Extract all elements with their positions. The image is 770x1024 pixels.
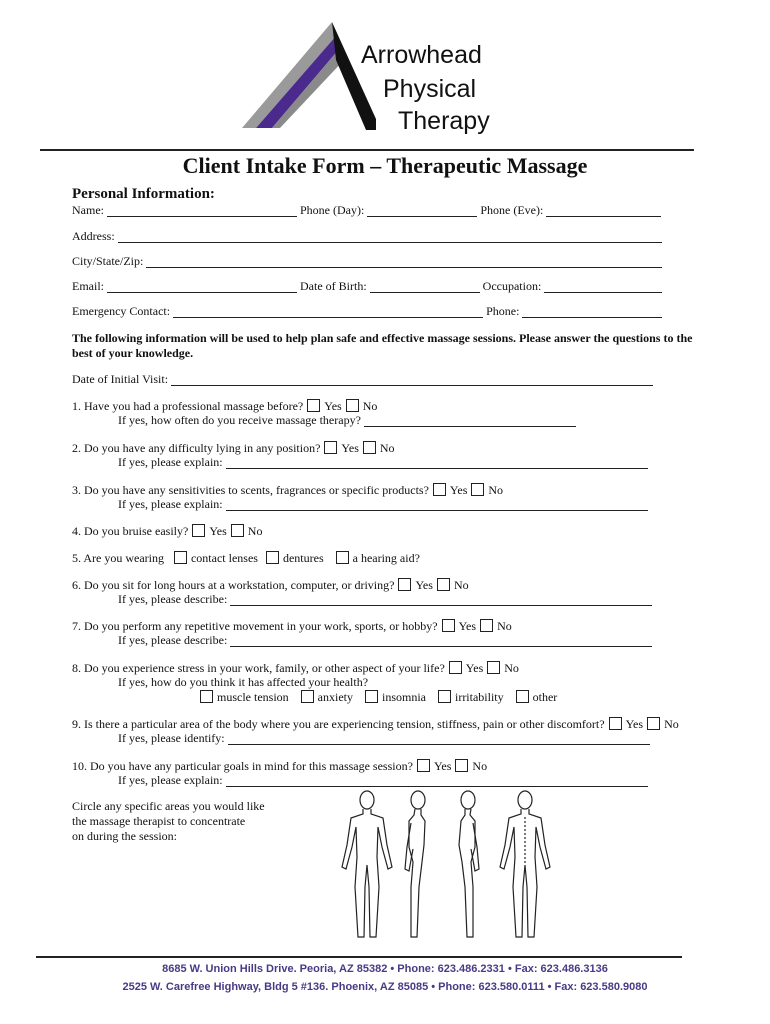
body-figure-front[interactable] [342,791,392,937]
q10-yes-checkbox[interactable] [417,759,430,772]
q5-dentures-checkbox[interactable] [266,551,279,564]
body-figure-back[interactable] [500,791,550,937]
q9-follow-field[interactable] [228,733,650,745]
q6-no-checkbox[interactable] [437,578,450,591]
no-label: No [362,399,378,413]
name-label: Name: [72,203,104,217]
q5-hearing-aid-checkbox[interactable] [336,551,349,564]
q3-no-checkbox[interactable] [471,483,484,496]
yes-label: Yes [458,619,477,633]
q6-yes-checkbox[interactable] [398,578,411,591]
q8-irritability-checkbox[interactable] [438,690,451,703]
no-label: No [247,524,263,538]
question-8 [72,661,519,676]
q3-follow-field[interactable] [226,499,648,511]
yes-label: Yes [465,661,484,675]
email-label: Email: [72,279,104,293]
yes-label: Yes [449,483,468,497]
question-10 [72,759,487,774]
q1-follow-row [118,413,579,428]
q6-text: 6. Do you sit for long hours at a workstation, computer, or driving? [72,578,395,592]
q5-contact-lenses-checkbox[interactable] [174,551,187,564]
q9-no-checkbox[interactable] [647,717,660,730]
occupation-field[interactable] [544,281,662,293]
q2-yes-checkbox[interactable] [324,441,337,454]
q8-options [196,690,557,705]
q4-text: 4. Do you bruise easily? [72,524,189,538]
q8-insomnia-checkbox[interactable] [365,690,378,703]
q9-yes-checkbox[interactable] [609,717,622,730]
phone-eve-field[interactable] [546,205,661,217]
q8-other-checkbox[interactable] [516,690,529,703]
q8-insomnia-label: insomnia [381,690,426,704]
q8-text: 8. Do you experience stress in your work, family, or other aspect of your life? [72,661,445,675]
question-1 [72,399,377,414]
body-figure-side-right[interactable] [405,791,425,937]
name-field[interactable] [107,205,297,217]
question-7 [72,619,512,634]
q1-follow-text: If yes, how often do you receive massage therapy? [118,413,361,427]
dob-field[interactable] [370,281,480,293]
dob-label: Date of Birth: [300,279,367,293]
q6-follow-field[interactable] [230,594,652,606]
q5-hearing-aid-label: a hearing aid? [352,551,420,565]
question-5 [72,551,420,566]
address-field[interactable] [118,231,662,243]
body-diagram[interactable] [325,787,565,945]
q3-text: 3. Do you have any sensitivities to scents, fragrances or specific products? [72,483,429,497]
notice-text: The following information will be used to help plan safe and effective massage sessions. Please answer the questions to the best of your knowledge. [72,331,693,360]
row-email [72,279,665,294]
address-label: Address: [72,229,115,243]
q8-anxiety-label: anxiety [317,690,353,704]
header-divider [40,149,694,151]
occupation-label: Occupation: [482,279,542,293]
q5-contact-lenses-label: contact lenses [190,551,258,565]
yes-label: Yes [324,399,342,413]
q6-follow-text: If yes, please describe: [118,592,228,606]
q8-muscle-tension-checkbox[interactable] [200,690,213,703]
q10-follow-row [118,773,651,788]
q1-no-checkbox[interactable] [346,399,359,412]
circle-instructions-line-3: on during the session: [72,829,177,843]
yes-label: Yes [625,717,644,731]
city-field[interactable] [146,256,662,268]
logo [236,20,506,135]
q3-follow-text: If yes, please explain: [118,497,223,511]
q2-follow-text: If yes, please explain: [118,455,223,469]
phone-day-label: Phone (Day): [300,203,365,217]
question-9 [72,717,679,732]
circle-instructions-line-2: the massage therapist to concentrate [72,814,246,828]
no-label: No [504,661,519,675]
no-label: No [497,619,512,633]
circle-instructions [72,799,265,844]
brand-line-1: Arrowhead [361,41,482,69]
q1-yes-checkbox[interactable] [307,399,320,412]
row-emergency [72,304,665,319]
q4-yes-checkbox[interactable] [192,524,205,537]
phone-eve-label: Phone (Eve): [480,203,544,217]
circle-instructions-line-1: Circle any specific areas you would like [72,799,265,813]
q8-other-label: other [532,690,558,704]
yes-label: Yes [209,524,227,538]
q2-text: 2. Do you have any difficulty lying in any position? [72,441,321,455]
arrowhead-logo-mark [236,20,376,132]
question-4 [72,524,262,539]
footer-divider [36,956,682,958]
yes-label: Yes [341,441,359,455]
q8-irritability-label: irritability [454,690,504,704]
no-label: No [453,578,469,592]
question-6 [72,578,469,593]
q1-text: 1. Have you had a professional massage before? [72,399,304,413]
question-2 [72,441,395,456]
q5-dentures-label: dentures [282,551,324,565]
question-3 [72,483,503,498]
no-label: No [472,759,488,773]
q1-follow-field[interactable] [364,415,576,427]
q7-follow-field[interactable] [230,635,652,647]
q6-follow-row [118,592,655,607]
q8-muscle-tension-label: muscle tension [217,690,289,704]
q7-follow-row [118,633,655,648]
q7-follow-text: If yes, please describe: [118,633,228,647]
row-name [72,203,664,218]
row-initial-visit [72,372,656,387]
brand-line-2: Physical [383,75,477,103]
q3-yes-checkbox[interactable] [433,483,446,496]
q10-follow-field[interactable] [226,775,648,787]
q8-no-checkbox[interactable] [487,661,500,674]
personal-heading: Personal Information: [72,186,215,202]
q9-follow-row [118,731,653,746]
q4-no-checkbox[interactable] [231,524,244,537]
city-label: City/State/Zip: [72,254,144,268]
q2-follow-field[interactable] [226,457,648,469]
email-field[interactable] [107,281,297,293]
no-label: No [379,441,395,455]
q7-text: 7. Do you perform any repetitive movement in your work, sports, or hobby? [72,619,438,633]
q2-no-checkbox[interactable] [363,441,376,454]
body-figure-side-left[interactable] [459,791,479,937]
q7-yes-checkbox[interactable] [442,619,455,632]
row-city [72,254,665,269]
no-label: No [664,717,679,731]
initial-visit-label: Date of Initial Visit: [72,372,169,386]
form-title: Client Intake Form – Therapeutic Massage [182,153,588,178]
q8-anxiety-checkbox[interactable] [301,690,314,703]
footer-line-1: 8685 W. Union Hills Drive. Peoria, AZ 85382 • Phone: 623.486.2331 • Fax: 623.486.3136 [162,963,608,975]
emergency-field[interactable] [173,306,483,318]
q9-follow-text: If yes, please identify: [118,731,225,745]
footer-line-2: 2525 W. Carefree Highway, Bldg 5 #136. Phoenix, AZ 85085 • Phone: 623.580.0111 • Fax: 623.580.9080 [122,981,648,993]
brand-line-3: Therapy [398,107,490,135]
initial-visit-field[interactable] [171,374,653,386]
q9-text: 9. Is there a particular area of the body where you are experiencing tension, stiffness, pain or other discomfort? [72,717,605,731]
q8-yes-checkbox[interactable] [449,661,462,674]
q10-text: 10. Do you have any particular goals in mind for this massage session? [72,759,413,773]
row-address [72,229,665,244]
emergency-label: Emergency Contact: [72,304,171,318]
q7-no-checkbox[interactable] [480,619,493,632]
phone-day-field[interactable] [367,205,477,217]
q2-follow-row [118,455,651,470]
q3-follow-row [118,497,651,512]
q10-no-checkbox[interactable] [455,759,468,772]
q5-text: 5. Are you wearing [72,551,164,565]
q8-follow-text: If yes, how do you think it has affected your health? [118,675,369,689]
yes-label: Yes [433,759,452,773]
emergency-phone-label: Phone: [486,304,520,318]
yes-label: Yes [415,578,433,592]
q10-follow-text: If yes, please explain: [118,773,223,787]
no-label: No [488,483,504,497]
emergency-phone-field[interactable] [522,306,662,318]
